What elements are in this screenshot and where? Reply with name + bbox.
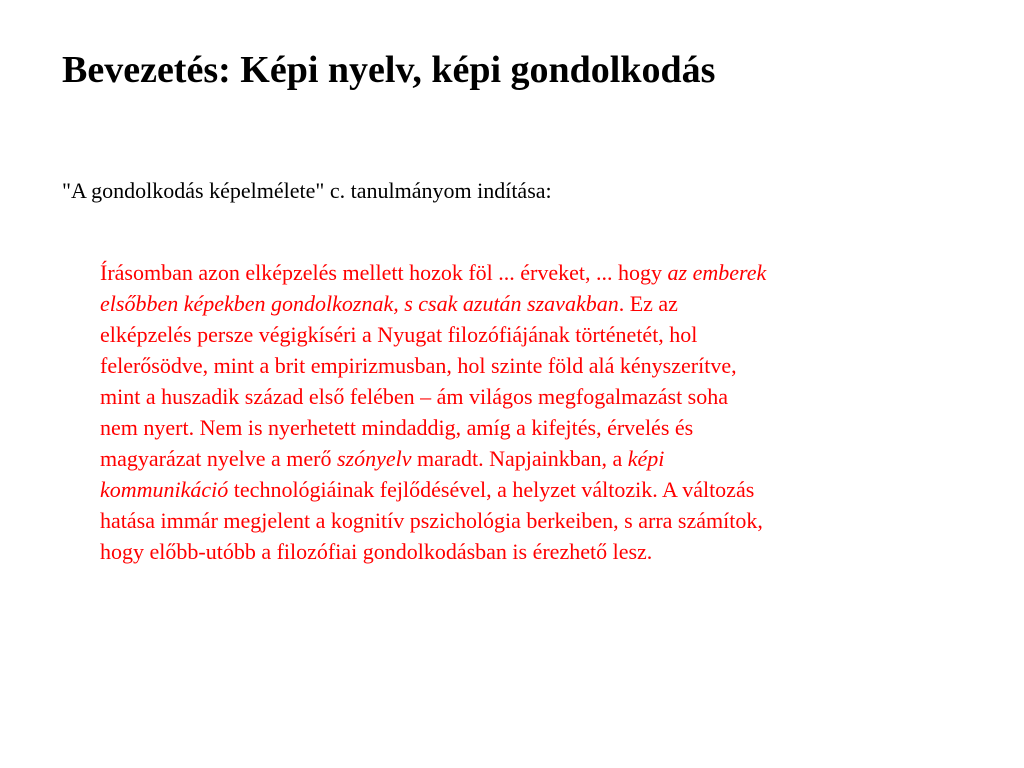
quote-line-10: hogy előbb-utóbb a filozófiai gondolkodásban is érezhető lesz. (100, 539, 653, 564)
quote-line-9: hatása immár megjelent a kognitív pszichológia berkeiben, s arra számítok, (100, 508, 763, 533)
quote-line-4: felerősödve, mint a brit empirizmusban, hol szinte föld alá kényszerítve, (100, 353, 737, 378)
quote-line-3: elképzelés persze végigkíséri a Nyugat filozófiájának történetét, hol (100, 322, 698, 347)
quote-text: . Ez az (618, 291, 678, 316)
quote-italic-text: szónyelv (336, 446, 412, 471)
quote-italic-text: az emberek (667, 260, 767, 285)
quote-italic-text: képi (627, 446, 665, 471)
quote-line-5: mint a huszadik század első felében – ám világos megfogalmazást soha (100, 384, 729, 409)
quote-italic-text: elsőbben képekben gondolkoznak, s csak azután szavakban (100, 291, 619, 316)
quote-paragraph (100, 257, 980, 567)
quote-line-6: nem nyert. Nem is nyerhetett mindaddig, amíg a kifejtés, érvelés és (100, 415, 694, 440)
quote-line-1 (100, 257, 980, 288)
quote-text: maradt. Napjainkban, a (411, 446, 628, 471)
quote-line-2 (100, 288, 980, 319)
slide-title: Bevezetés: Képi nyelv, képi gondolkodás (62, 49, 716, 91)
quote-text: technológiáinak fejlődésével, a helyzet változik. A változás (228, 477, 755, 502)
quote-line-7 (100, 443, 980, 474)
quote-text: Írásomban azon elképzelés mellett hozok föl ... érveket, ... hogy (100, 260, 668, 285)
quote-italic-text: kommunikáció (100, 477, 229, 502)
quote-text: magyarázat nyelve a merő (100, 446, 337, 471)
quote-line-8 (100, 474, 980, 505)
intro-text: "A gondolkodás képelmélete" c. tanulmányom indítása: (62, 178, 552, 203)
